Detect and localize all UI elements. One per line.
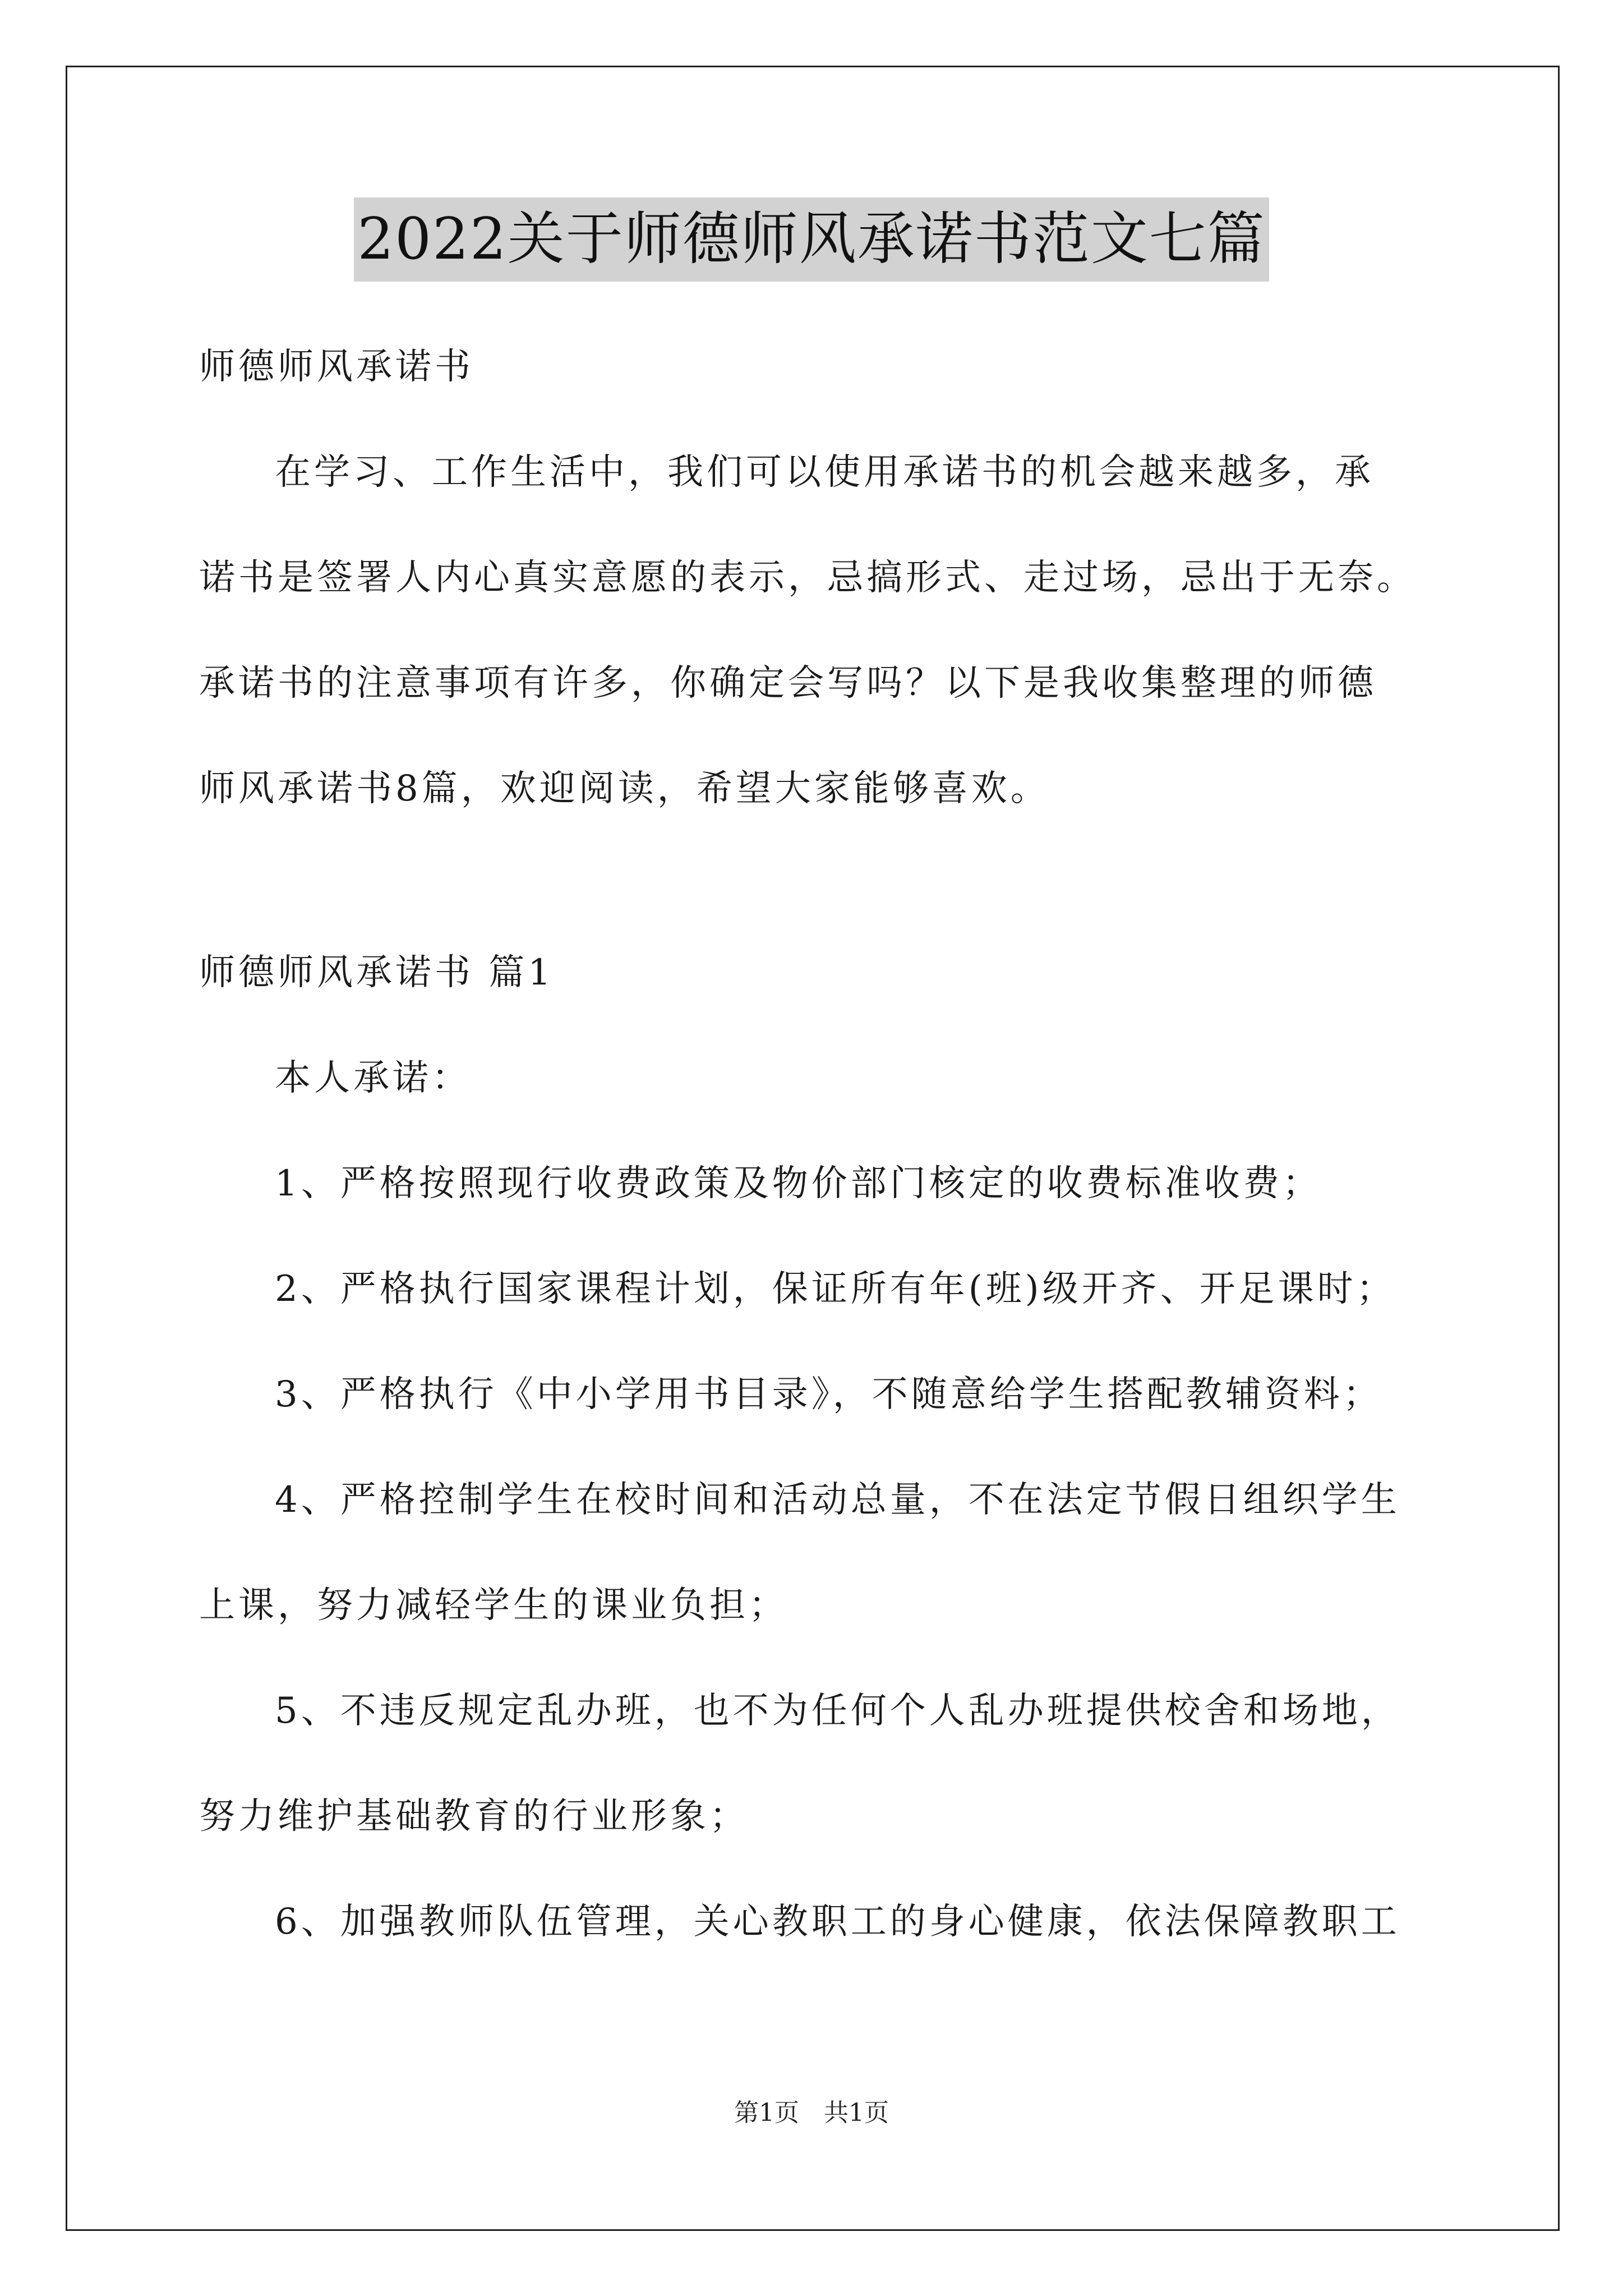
section-heading: 师德师风承诺书 [199,346,474,388]
list-item: 5、不违反规定乱办班，也不为任何个人乱办班提供校舍和场地， [275,1690,1400,1732]
section-heading: 师德师风承诺书 篇1 [199,952,555,993]
document-title: 2022关于师德师风承诺书范文七篇 [354,197,1269,282]
paragraph-line: 在学习、工作生活中，我们可以使用承诺书的机会越来越多，承 [275,452,1374,493]
list-item-continuation: 努力维护基础教育的行业形象； [199,1796,749,1837]
paragraph-line: 承诺书的注意事项有许多，你确定会写吗？以下是我收集整理的师德 [199,662,1377,704]
list-item: 4、严格控制学生在校时间和活动总量，不在法定节假日组织学生 [275,1479,1400,1521]
list-item: 1、严格按照现行收费政策及物价部门核定的收费标准收费； [275,1163,1322,1204]
list-item: 3、严格执行《中小学用书目录》，不随意给学生搭配教辅资料； [275,1374,1382,1415]
list-item: 2、严格执行国家课程计划，保证所有年(班)级开齐、开足课时； [275,1268,1396,1310]
page-footer: 第1页 共1页 [734,2099,889,2127]
list-item: 6、加强教师队伍管理，关心教职工的身心健康，依法保障教职工 [275,1901,1400,1943]
document-body [199,314,1433,1975]
paragraph-line: 师风承诺书8篇，欢迎阅读，希望大家能够喜欢。 [199,768,1050,809]
title-container [0,197,1623,282]
list-item-continuation: 上课，努力减轻学生的课业负担； [199,1585,788,1626]
paragraph-line: 诺书是签署人内心真实意愿的表示，忌搞形式、走过场，忌出于无奈。 [199,557,1416,599]
section-gap [199,841,1433,920]
paragraph-line: 本人承诺： [275,1057,471,1099]
